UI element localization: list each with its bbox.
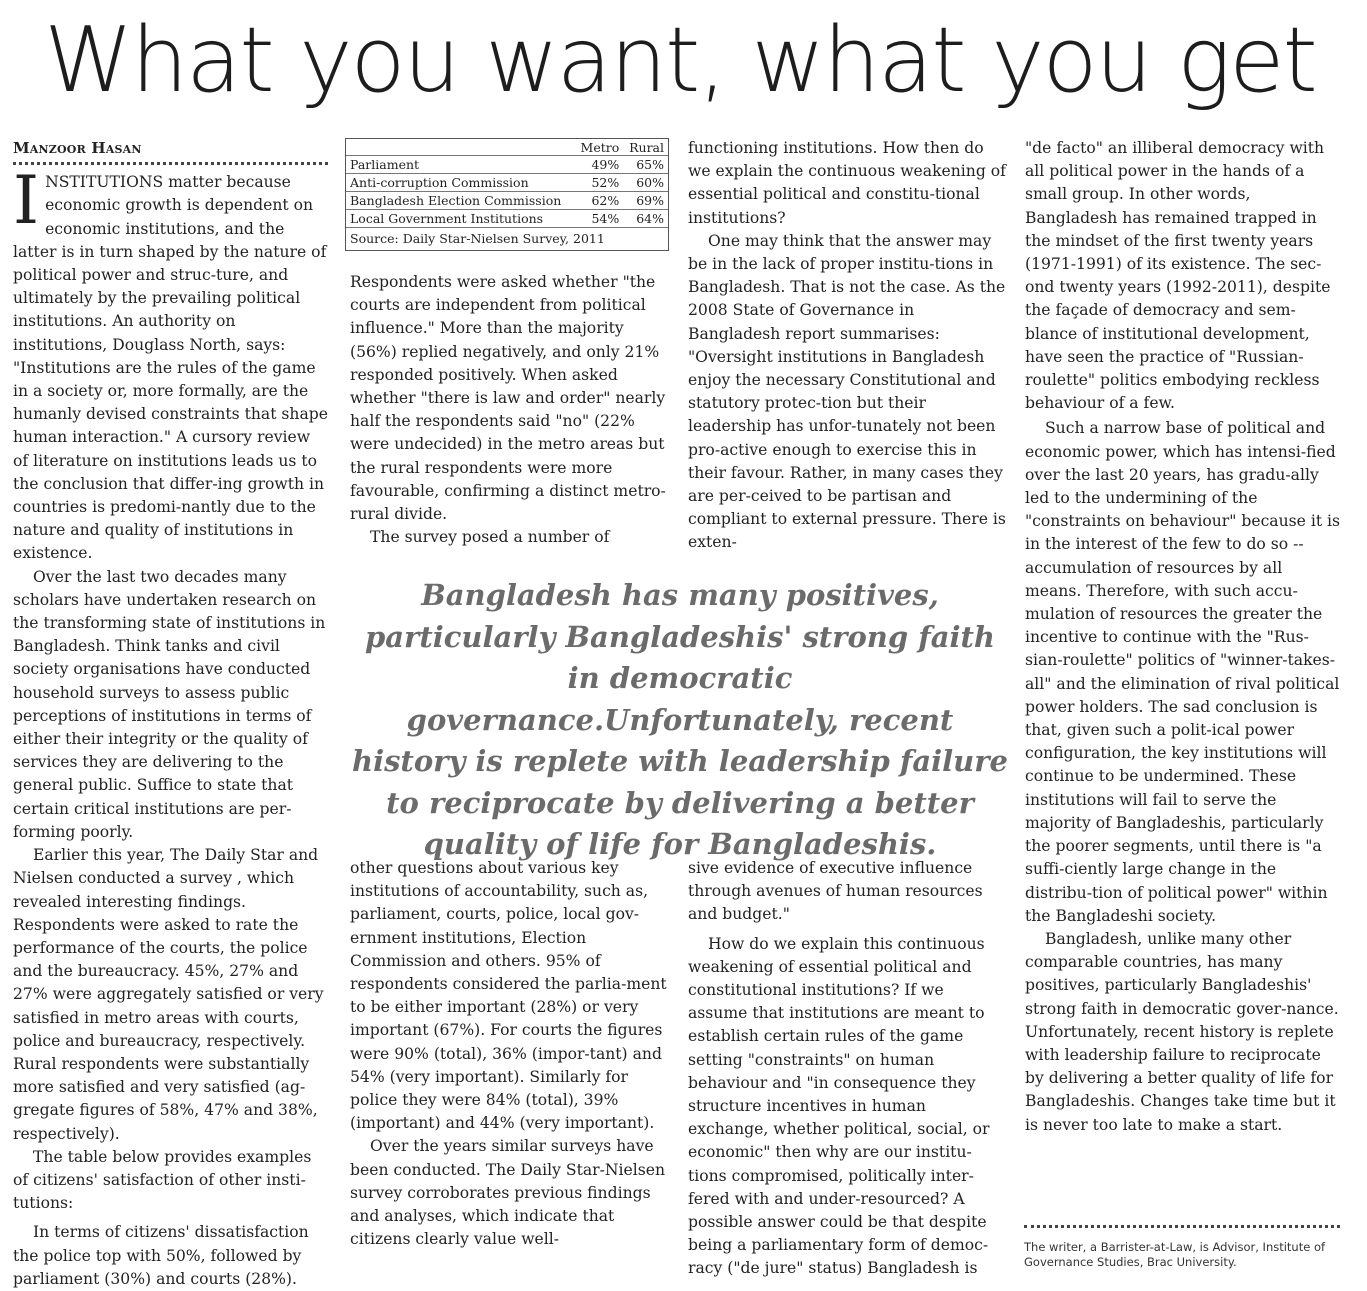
table-header <box>346 139 575 156</box>
paragraph: INSTITUTIONS matter because economic growth is dependent on economic institutions, and the latter is in turn shaped by the nature of political power and struc-ture, and ultimately by the prevailing political institutions. An authority on institutions, Douglass North, says: "Institutions are the rules of the game in a society or, more formally, are the humanly devised constraints that shape human interaction." A cursory review of literature on institutions leads us to the conclusion that differ-ing growth in countries is predomi-nantly due to the nature and quality of institutions in existence. <box>13 162 328 563</box>
paragraph: How do we explain this continuous weakening of essential political and constitutional institutions? If we assume that institutions are meant to establish certain rules of the game setting "constraints" on human behaviour and "in consequence they structure incentives in human exchange, whether political, social, or economic" then why are our institu-tions compromised, politically inter-fered with and under-resourced? A possible answer could be that despite being a parliamentary form of democ-racy ("de jure" status) Bangladesh is <box>688 934 990 1278</box>
byline: Manzoor Hasan <box>13 137 328 165</box>
pull-quote: Bangladesh has many positives, particularly Bangladeshis' strong faith in democratic governance.Unfortunately, recent history is replete with leadership failure to reciprocate by delivering a better quality of life for Bangladeshis. <box>352 578 1008 861</box>
column-3-top <box>688 137 1006 555</box>
table-cell: 62% <box>575 192 624 210</box>
column-3-bottom <box>688 857 1006 1281</box>
paragraph: "de facto" an illiberal democracy with all political power in the hands of a small group. In other words, Bangladesh has remained trapped in the mindset of the first twenty years (1971-1991) of its existence. The sec-ond twenty years (1992-2011), despite the façade of democracy and sem-blance of institutional development, have seen the practice of "Russian-roulette" politics embodying reckless behaviour of a few. <box>1025 139 1331 413</box>
paragraph: Such a narrow base of political and economic power, which has intensi-fied over the last 20 years, has gradu-ally led to the undermining of the "constraints on behaviour" because it is in the interest of the few to do so -- accumulation of resources by all means. Therefore, with such accu-mulation of resources the greater the incentive to continue with the "Rus-sian-roulette" politics of "winner-takes-all" and the elimination of rival political power holders. The sad conclusion is that, given such a polit-ical power configuration, the key institutions will continue to be undermined. These institutions will fail to serve the majority of Bangladeshis, particularly the poorer segments, until there is "a suffi-ciently large change in the distribu-tion of political power" within the Bangladeshi society. <box>1025 419 1341 925</box>
table-row <box>346 156 668 174</box>
paragraph: Over the last two decades many scholars have undertaken research on the transforming state of institutions in Bangladesh. Think tanks and civil society organisations have conducted household surveys to assess public perceptions of institutions in terms of either their integrity or the quality of services they are delivering to the general public. Suffice to state that certain critical institutions are per-forming poorly. <box>13 567 326 841</box>
column-4 <box>1025 137 1341 1137</box>
satisfaction-table <box>345 138 669 251</box>
table-header-row <box>346 139 668 156</box>
paragraph: Over the years similar surveys have been conducted. The Daily Star-Nielsen survey corroborates previous findings and analyses, which indicate that citizens clearly value well- <box>350 1137 666 1249</box>
paragraph: The table below provides examples of citizens' satisfaction of other insti-tutions: <box>13 1147 312 1213</box>
column-2-bottom <box>350 857 670 1251</box>
table-row <box>346 192 668 210</box>
drop-cap: I <box>13 162 40 240</box>
paragraph: functioning institutions. How then do we explain the continuous weakening of essential political and constitu-tional institutions? <box>688 139 1006 227</box>
table-cell: Anti-corruption Commission <box>346 174 575 192</box>
table-source: Source: Daily Star-Nielsen Survey, 2011 <box>346 227 668 250</box>
column-2-top <box>350 271 670 549</box>
table-cell: 60% <box>623 174 668 192</box>
table-cell: 69% <box>623 192 668 210</box>
table-header: Rural <box>629 140 664 155</box>
paragraph: Respondents were asked whether "the courts are independent from political influence." More than the majority (56%) replied negatively, and only 21% responded positively. When asked whether "there is law and order" nearly half the respondents said "no" (22% were undecided) in the metro areas but the rural respondents were more favourable, confirming a distinct metro-rural divide. <box>350 273 666 524</box>
paragraph: One may think that the answer may be in the lack of proper institu-tions in Bangladesh. That is not the case. As the 2008 State of Governance in Bangladesh report summarises: "Oversight institutions in Bangladesh enjoy the necessary Constitutional and statutory protec-tion but their leadership has unfor-tunately not been pro-active enough to exercise this in their favour. Rather, in many cases they are per-ceived to be partisan and compliant to external pressure. There is exten- <box>688 231 1006 552</box>
table-cell: Parliament <box>346 156 575 174</box>
table-cell: 49% <box>575 156 624 174</box>
paragraph: In terms of citizens' dissatisfaction the police top with 50%, followed by parliament (30%) and courts (28%). <box>13 1223 309 1288</box>
table-cell: 52% <box>575 174 624 192</box>
table-cell: 54% <box>575 210 624 228</box>
paragraph: The survey posed a number of <box>370 528 610 547</box>
paragraph: Bangladesh, unlike many other comparable countries, has many positives, particularly Bangladeshis' strong faith in democratic gover-nance. Unfortunately, recent history is replete with leadership failure to reciprocate by delivering a better quality of life for Bangladeshis. Changes take time but it is never too late to make a start. <box>1025 929 1339 1134</box>
author-credit: The writer, a Barrister-at-Law, is Advisor, Institute of Governance Studies, Brac University. <box>1024 1225 1340 1270</box>
table-cell: 65% <box>623 156 668 174</box>
table-row <box>346 174 668 192</box>
paragraph: other questions about various key institutions of accountability, such as, parliament, courts, police, local gov-ernment institutions, Election Commission and others. 95% of respondents considered the parlia-ment to be either important (28%) or very important (67%). For courts the figures were 90% (total), 36% (impor-tant) and 54% (very important). Similarly for police they were 84% (total), 39% (important) and 44% (very important). <box>350 859 667 1133</box>
table-cell: Local Government Institutions <box>346 210 575 228</box>
headline: What you want, what you get <box>44 8 1316 113</box>
table-header: Metro <box>580 140 620 155</box>
table-cell: 64% <box>623 210 668 228</box>
paragraph: sive evidence of executive influence through avenues of human resources and budget." <box>688 859 983 924</box>
paragraph: Earlier this year, The Daily Star and Nielsen conducted a survey , which revealed interesting findings. Respondents were asked to rate the performance of the courts, the police and the bureaucracy. 45%, 27% and 27% were aggregately satisfied or very satisfied in metro areas with courts, police and bureaucracy, respectively. Rural respondents were substantially more satisfied and very satisfied (ag-gregate figures of 58%, 47% and 38%, respectively). <box>13 846 324 1143</box>
table-cell: Bangladesh Election Commission <box>346 192 575 210</box>
table-row <box>346 210 668 228</box>
column-1 <box>13 137 328 1291</box>
